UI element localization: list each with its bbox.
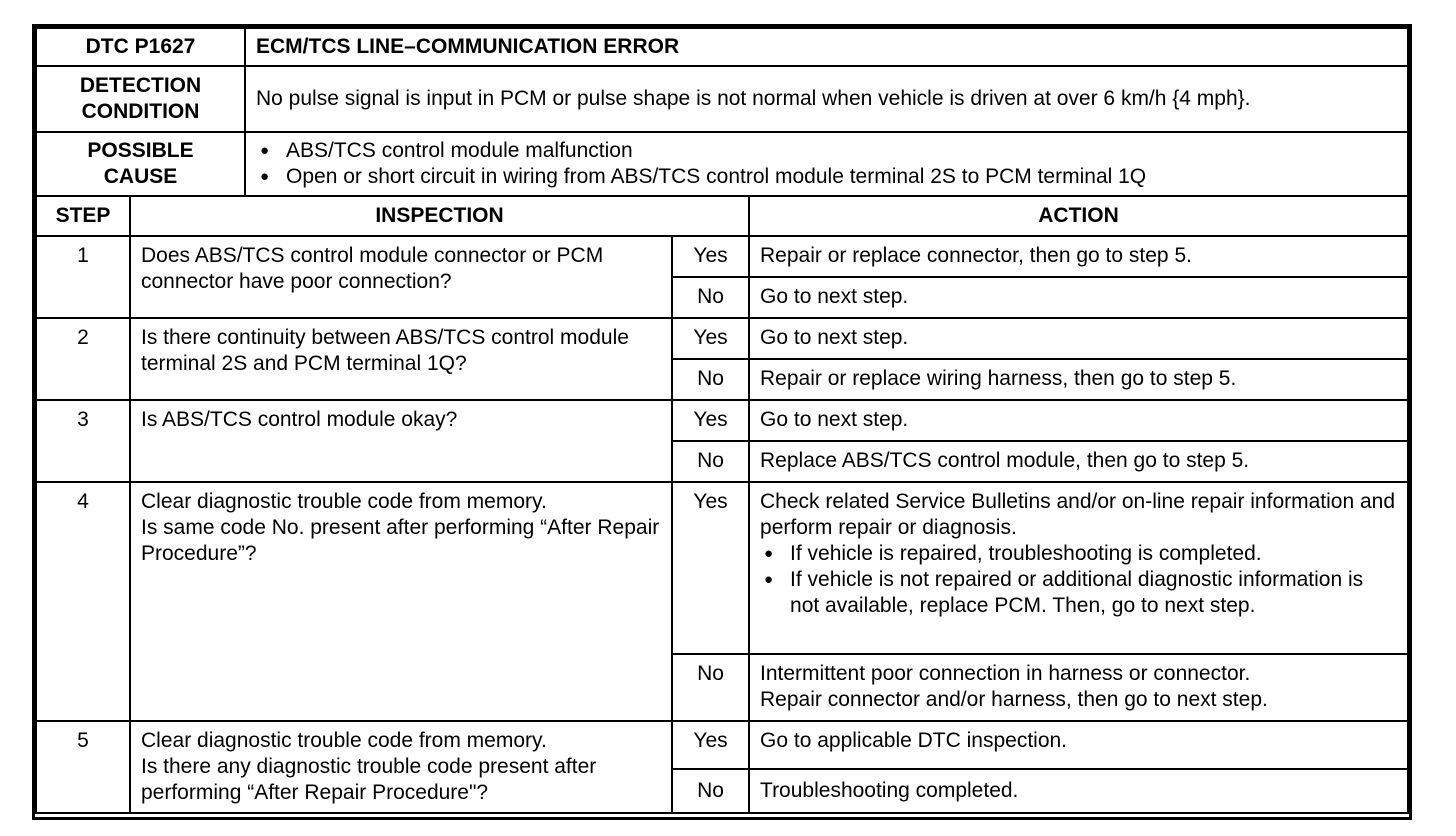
dtc-document (32, 24, 1412, 820)
detection-label-line-1: DETECTION (79, 74, 202, 97)
no-label: No (672, 277, 749, 318)
action-bullet: ● If vehicle is repaired, troubleshooting is completed. (760, 541, 1397, 567)
cause-item: ● ABS/TCS control module malfunction (256, 138, 1397, 164)
step-row (36, 400, 1408, 441)
step-row (36, 721, 1408, 769)
no-action (749, 654, 1408, 721)
step-inspection-line: Is same code No. present after performing “After Repair Procedure”? (141, 516, 660, 565)
yes-label: Yes (672, 236, 749, 277)
detection-condition: No pulse signal is input in PCM or pulse shape is not normal when vehicle is driven at over 6 km/h {4 mph}. (245, 66, 1408, 132)
step-row (36, 318, 1408, 359)
step-inspection: Is ABS/TCS control module okay? (130, 400, 672, 482)
step-inspection-line: Is there any diagnostic trouble code present after performing “After Repair Procedure"? (141, 755, 597, 804)
no-label: No (672, 441, 749, 482)
possible-causes (245, 132, 1408, 196)
dtc-title: ECM/TCS LINE–COMMUNICATION ERROR (245, 28, 1408, 66)
no-action-line: Repair connector and/or harness, then go to next step. (760, 688, 1268, 711)
step-number: 2 (36, 318, 130, 400)
cause-item: ● Open or short circuit in wiring from ABS/TCS control module terminal 2S to PCM terminal 1Q (256, 164, 1397, 190)
step-number: 3 (36, 400, 130, 482)
step-number: 5 (36, 721, 130, 813)
dtc-code: DTC P1627 (36, 28, 245, 66)
yes-action: Go to next step. (749, 318, 1408, 359)
yes-action-intro: Check related Service Bulletins and/or on-line repair information and perform repair or diagnosis. (760, 490, 1396, 539)
no-action-line: Intermittent poor connection in harness or connector. (760, 662, 1251, 685)
inspection-table (35, 195, 1409, 814)
yes-label: Yes (672, 400, 749, 441)
no-label: No (672, 769, 749, 813)
no-label: No (672, 654, 749, 721)
step-inspection (130, 482, 672, 721)
possible-cause-label (36, 132, 245, 196)
no-action: Repair or replace wiring harness, then go to step 5. (749, 359, 1408, 400)
no-action: Go to next step. (749, 277, 1408, 318)
step-number: 4 (36, 482, 130, 721)
step-inspection-line: Clear diagnostic trouble code from memory. (141, 729, 547, 752)
step-inspection: Does ABS/TCS control module connector or PCM connector have poor connection? (130, 236, 672, 318)
step-inspection: Is there continuity between ABS/TCS control module terminal 2S and PCM terminal 1Q? (130, 318, 672, 400)
cause-label-line-1: POSSIBLE (87, 139, 194, 162)
yes-action: Go to next step. (749, 400, 1408, 441)
col-step-header: STEP (36, 196, 130, 236)
col-action-header: ACTION (749, 196, 1408, 236)
detection-label (36, 66, 245, 132)
no-label: No (672, 359, 749, 400)
dtc-header-table (35, 27, 1409, 197)
action-bullet: ● If vehicle is not repaired or additional diagnostic information is not available, replace PCM. Then, go to next step. (760, 567, 1397, 619)
no-action: Troubleshooting completed. (749, 769, 1408, 813)
step-number: 1 (36, 236, 130, 318)
cause-label-line-2: CAUSE (103, 165, 178, 188)
step-row (36, 482, 1408, 654)
yes-action (749, 482, 1408, 654)
yes-label: Yes (672, 721, 749, 769)
yes-action: Repair or replace connector, then go to step 5. (749, 236, 1408, 277)
col-inspection-header: INSPECTION (130, 196, 749, 236)
yes-label: Yes (672, 482, 749, 654)
detection-label-line-2: CONDITION (81, 100, 200, 123)
yes-action: Go to applicable DTC inspection. (749, 721, 1408, 769)
step-inspection (130, 721, 672, 813)
step-inspection-line: Clear diagnostic trouble code from memory. (141, 490, 547, 513)
no-action: Replace ABS/TCS control module, then go to step 5. (749, 441, 1408, 482)
step-row (36, 236, 1408, 277)
yes-label: Yes (672, 318, 749, 359)
